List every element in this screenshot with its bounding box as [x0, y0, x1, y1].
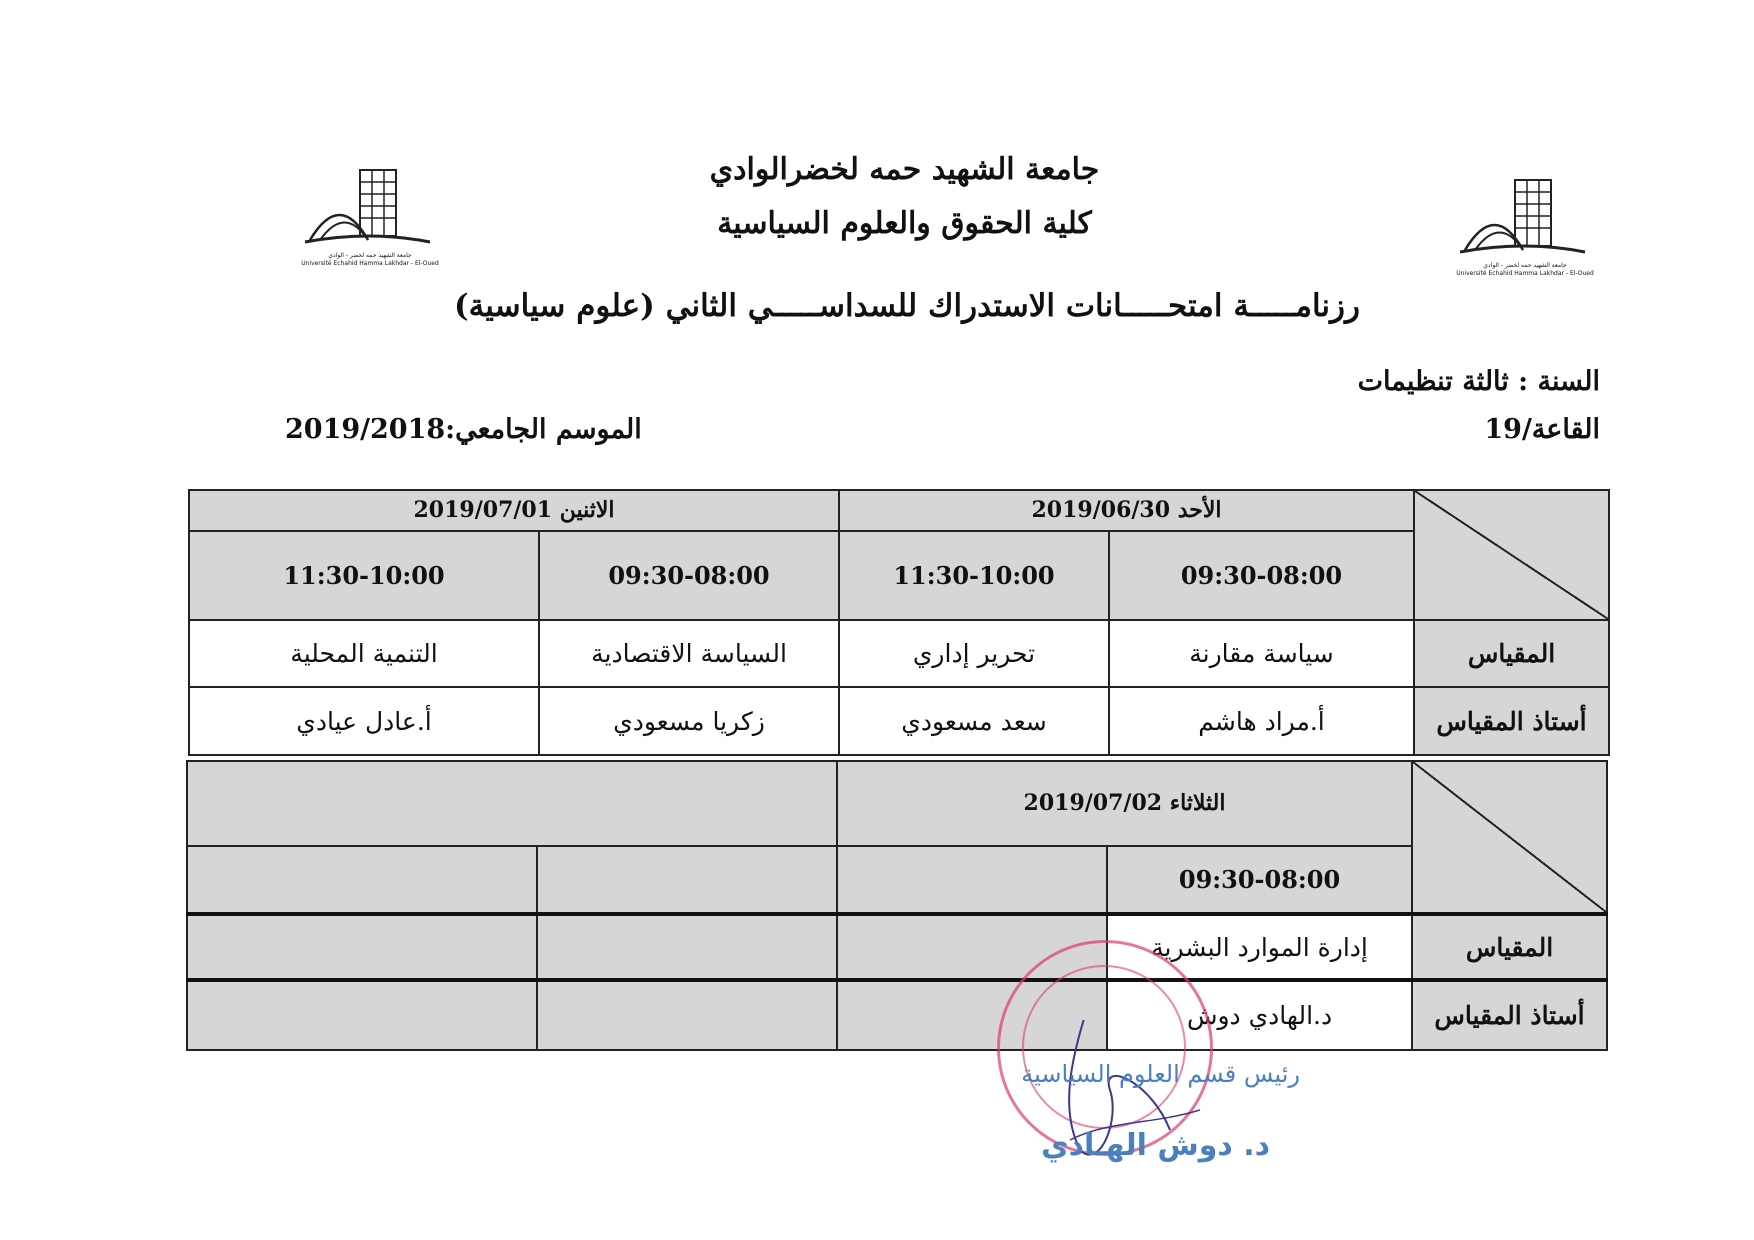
- faculty-name: كلية الحقوق والعلوم السياسية: [717, 206, 1092, 241]
- time-slot: 11:30-10:00: [189, 531, 539, 620]
- signatory-name: د. دوش الهـادي: [1041, 1128, 1270, 1163]
- empty-module-cell: [187, 914, 537, 980]
- academic-season: الموسم الجامعي:2019/2018: [285, 414, 642, 445]
- exam-schedule-table-2: [186, 760, 1608, 1051]
- logo-caption: جامعة الشهيد حمه لخضر - الوادي Université Echahid Hamma Lakhdar - El-Oued: [1456, 262, 1594, 277]
- signature-block: [900, 1020, 1300, 1200]
- empty-module-cell: [537, 914, 837, 980]
- teacher-cell: سعد مسعودي: [839, 687, 1109, 755]
- teacher-cell: أ.مراد هاشم: [1109, 687, 1414, 755]
- module-cell: تحرير إداري: [839, 620, 1109, 687]
- module-cell: السياسة الاقتصادية: [539, 620, 839, 687]
- study-year: السنة : ثالثة تنظيمات: [1357, 366, 1600, 397]
- empty-teacher-cell: [537, 980, 837, 1050]
- logo-caption: جامعة الشهيد حمه لخضر - الوادي Université Echahid Hamma Lakhdar - El-Oued: [301, 252, 439, 267]
- module-cell: إدارة الموارد البشرية: [1107, 914, 1412, 980]
- empty-time-slot: [837, 846, 1107, 914]
- teacher-cell: د.الهادي دوش: [1107, 980, 1412, 1050]
- day-header: الأحد 2019/06/30: [839, 490, 1414, 531]
- module-row-label: المقياس: [1414, 620, 1609, 687]
- document-title: رزنامـــــة امتحـــــانات الاستدراك للسداســـــي الثاني (علوم سياسية): [454, 288, 1360, 324]
- day-header: الاثنين 2019/07/01: [189, 490, 839, 531]
- teacher-cell: زكريا مسعودي: [539, 687, 839, 755]
- empty-day-header: [187, 761, 837, 846]
- module-cell: سياسة مقارنة: [1109, 620, 1414, 687]
- teacher-cell: أ.عادل عيادي: [189, 687, 539, 755]
- time-slot: 09:30-08:00: [1109, 531, 1414, 620]
- exam-schedule-table-1: [188, 489, 1610, 756]
- time-slot: 09:30-08:00: [1107, 846, 1412, 914]
- university-name: جامعة الشهيد حمه لخضرالوادي: [709, 152, 1100, 187]
- time-slot: 09:30-08:00: [539, 531, 839, 620]
- corner-cell: [1414, 490, 1609, 620]
- empty-teacher-cell: [187, 980, 537, 1050]
- exam-room: القاعة/19: [1484, 414, 1600, 445]
- empty-time-slot: [537, 846, 837, 914]
- signatory-title: رئيس قسم العلوم السياسية: [1021, 1060, 1300, 1088]
- corner-cell: [1412, 761, 1607, 914]
- teacher-row-label: أستاذ المقياس: [1412, 980, 1607, 1050]
- time-slot: 11:30-10:00: [839, 531, 1109, 620]
- module-cell: التنمية المحلية: [189, 620, 539, 687]
- day-header: الثلاثاء 2019/07/02: [837, 761, 1412, 846]
- empty-time-slot: [187, 846, 537, 914]
- teacher-row-label: أستاذ المقياس: [1414, 687, 1609, 755]
- module-row-label: المقياس: [1412, 914, 1607, 980]
